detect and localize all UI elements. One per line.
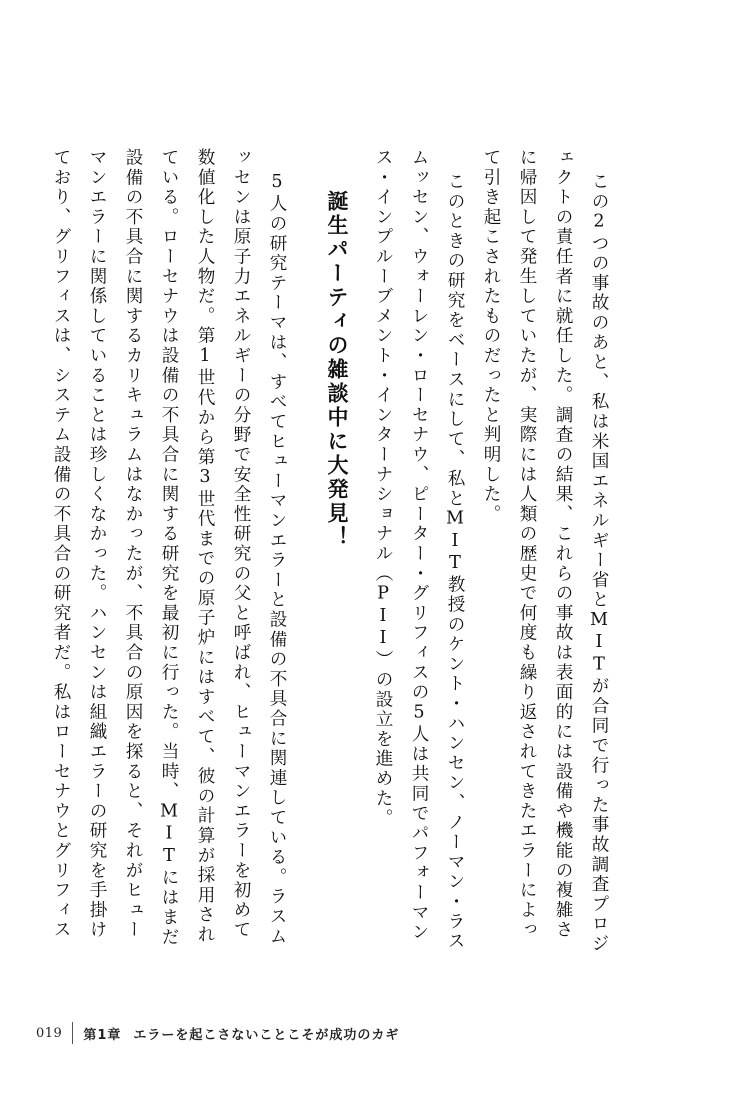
text-column-1: この2つの事故のあと、私は米国エネルギー省とMITが合同で行った事故調査プロジ (589, 172, 609, 954)
text-column-13: マンエラーに関係していることは珍しくなかった。ハンセンは組織エラーの研究を手掛け (87, 148, 107, 940)
footer-divider (72, 1022, 73, 1044)
text-column-12: 設備の不具合に関するカリキュラムはなかったが、不具合の原因を探ると、それがヒュー (123, 148, 143, 940)
text-column-6: ムッセン、ウォーレン・ローセナウ、ピーター・グリフィスの5人は共同でパフォーマン (409, 148, 429, 943)
text-column-14: ており、グリフィスは、システム設備の不具合の研究者だ。私はローセナウとグリフィス (51, 148, 71, 940)
section-heading: 誕生パーティの雑談中に大発見！ (325, 190, 349, 550)
text-column-3: に帰因して発生していたが、実際には人類の歴史で何度も繰り返されてきたエラーによっ (517, 148, 537, 940)
text-column-9: ッセンは原子力エネルギーの分野で安全性研究の父と呼ばれ、ヒューマンエラーを初めて (231, 148, 251, 940)
text-column-4: て引き起こされたものだったと判明した。 (481, 148, 501, 525)
text-column-7: ス・インプルーブメント・インターナショナル（PII）の設立を進めた。 (373, 148, 393, 829)
page-footer (36, 1021, 399, 1045)
text-column-11: ている。ローセナウは設備の不具合に関する研究を最初に行った。当時、MITにはまだ (159, 148, 179, 948)
text-column-5: このときの研究をベースにして、私とMIT教授のケント・ハンセン、ノーマン・ラス (445, 172, 465, 952)
page-number: 019 (36, 1025, 63, 1041)
text-column-10: 数値化した人物だ。第1世代から第3世代までの原子炉にはすべて、彼の計算が採用され (195, 148, 215, 945)
chapter-label: 第1章 (83, 1027, 122, 1043)
text-column-2: ェクトの責任者に就任した。調査の結果、これらの事故は表面的には設備や機能の複雑さ (553, 148, 573, 940)
chapter-title: エラーを起こさないことこそが成功のカギ (133, 1027, 400, 1043)
text-column-8: 5人の研究テーマは、すべてヒューマンエラーと設備の不具合に関連している。ラスム (267, 172, 287, 947)
